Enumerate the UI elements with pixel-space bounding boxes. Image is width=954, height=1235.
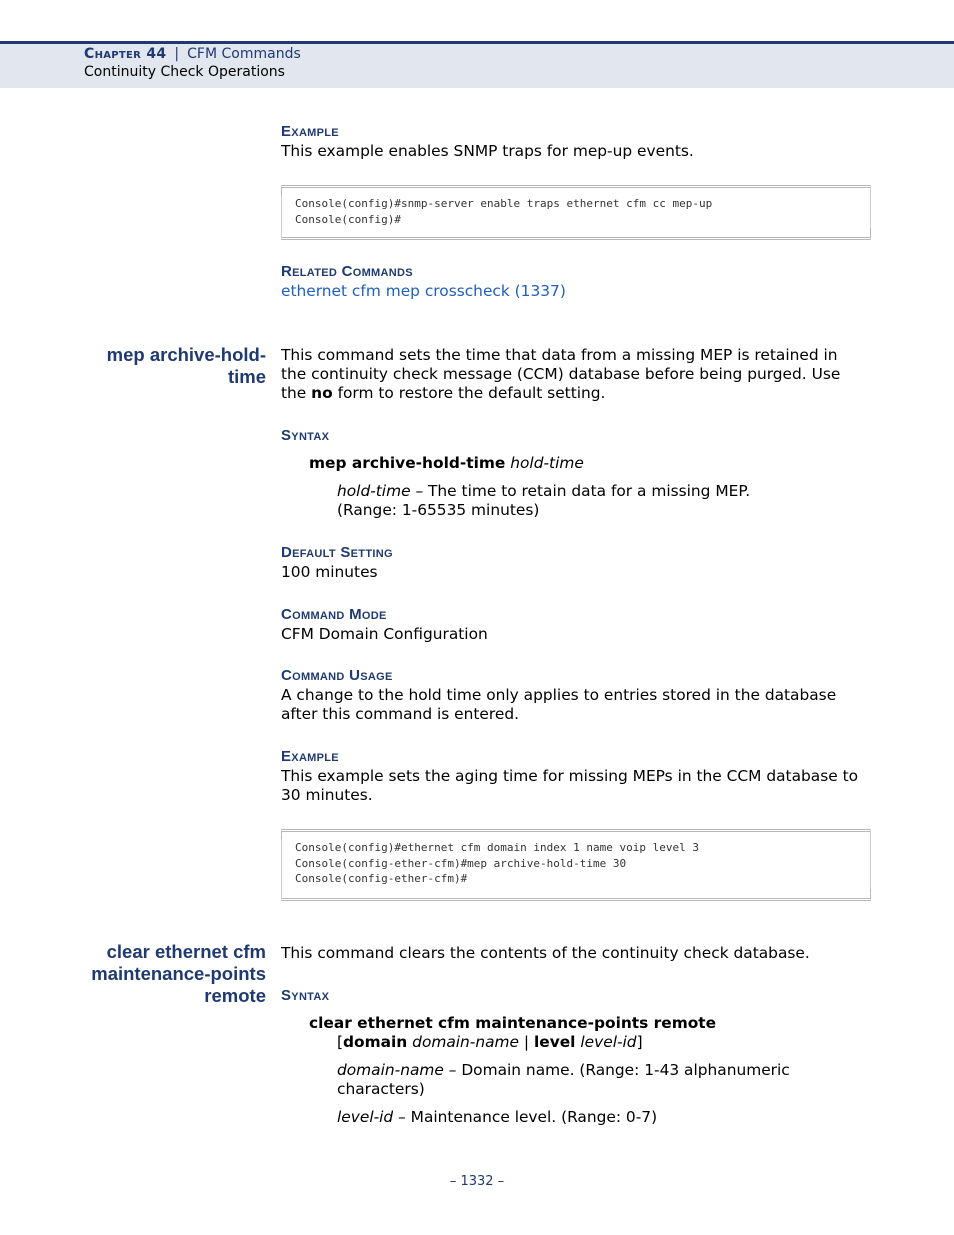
parameter-name: domain-name [337,1061,444,1079]
syntax-line [309,1014,716,1033]
command-title-mep-archive-hold-time [26,344,266,388]
syntax-heading: Syntax [281,987,330,1004]
command-title-line: clear ethernet cfm [106,941,266,962]
page-number: – 1332 – [449,1174,505,1189]
command-mode-heading: Command Mode [281,606,387,623]
syntax-command: mep archive-hold-time [309,454,506,472]
related-commands-heading: Related Commands [281,263,413,280]
example-text: This example enables SNMP traps for mep-up events. [281,142,694,160]
code-block-1 [281,185,871,240]
code-block-2 [281,829,871,901]
command-title-line: mep archive-hold- [106,344,266,365]
code-line: Console(config-ether-cfm)# [295,872,468,885]
parameter-description: domain-name – Domain name. (Range: 1-43 alphanumeric characters) [337,1061,790,1098]
description-line: the no form to restore the default setting. [281,384,606,402]
command-title-line: remote [204,985,266,1006]
chapter-header [84,46,301,62]
syntax-parameter: hold-time [510,454,584,472]
syntax-line [309,454,584,473]
example-text: This example sets the aging time for missing MEPs in the CCM database to 30 minutes. [281,767,859,804]
chapter-label: Chapter 44 [84,46,167,62]
related-command-link[interactable]: ethernet cfm mep crosscheck (1337) [281,282,566,300]
parameter-description: level-id – Maintenance level. (Range: 0-7) [337,1108,658,1126]
command-description [281,346,840,403]
command-title-line: maintenance-points [91,963,266,984]
example-heading: Example [281,123,339,140]
code-line: Console(config)#snmp-server enable traps ethernet cfm cc mep-up [295,197,713,210]
description-line: the continuity check message (CCM) database before being purged. Use [281,365,841,383]
parameter-range: (Range: 1-65535 minutes) [337,501,540,519]
header-separator: | [174,46,180,62]
command-usage-heading: Command Usage [281,667,393,684]
default-setting-value: 100 minutes [281,563,378,581]
command-description: This command clears the contents of the continuity check database. [281,944,810,962]
syntax-heading: Syntax [281,427,330,444]
command-usage-text: A change to the hold time only applies to entries stored in the database after this command is entered. [281,686,837,723]
section-title: Continuity Check Operations [84,64,285,80]
no-keyword: no [311,384,333,402]
syntax-command: clear ethernet cfm maintenance-points remote [309,1014,717,1032]
command-mode-value: CFM Domain Configuration [281,625,488,643]
chapter-title: CFM Commands [187,46,301,62]
code-line: Console(config)#ethernet cfm domain index 1 name voip level 3 [295,841,699,854]
default-setting-heading: Default Setting [281,544,393,561]
command-title-clear-ethernet-cfm-maintenance-points-remote [26,941,266,1007]
parameter-description: hold-time – The time to retain data for a missing MEP. (Range: 1-65535 minutes) [337,482,751,519]
command-title-line: time [227,366,266,387]
syntax-options: [domain domain-name | level level-id] [337,1033,643,1051]
description-line: This command sets the time that data from a missing MEP is retained in [281,346,838,364]
example-heading: Example [281,748,339,765]
code-line: Console(config-ether-cfm)#mep archive-hold-time 30 [295,857,627,870]
parameter-name: hold-time [337,482,411,500]
code-line: Console(config)# [295,213,401,226]
parameter-name: level-id [337,1108,394,1126]
